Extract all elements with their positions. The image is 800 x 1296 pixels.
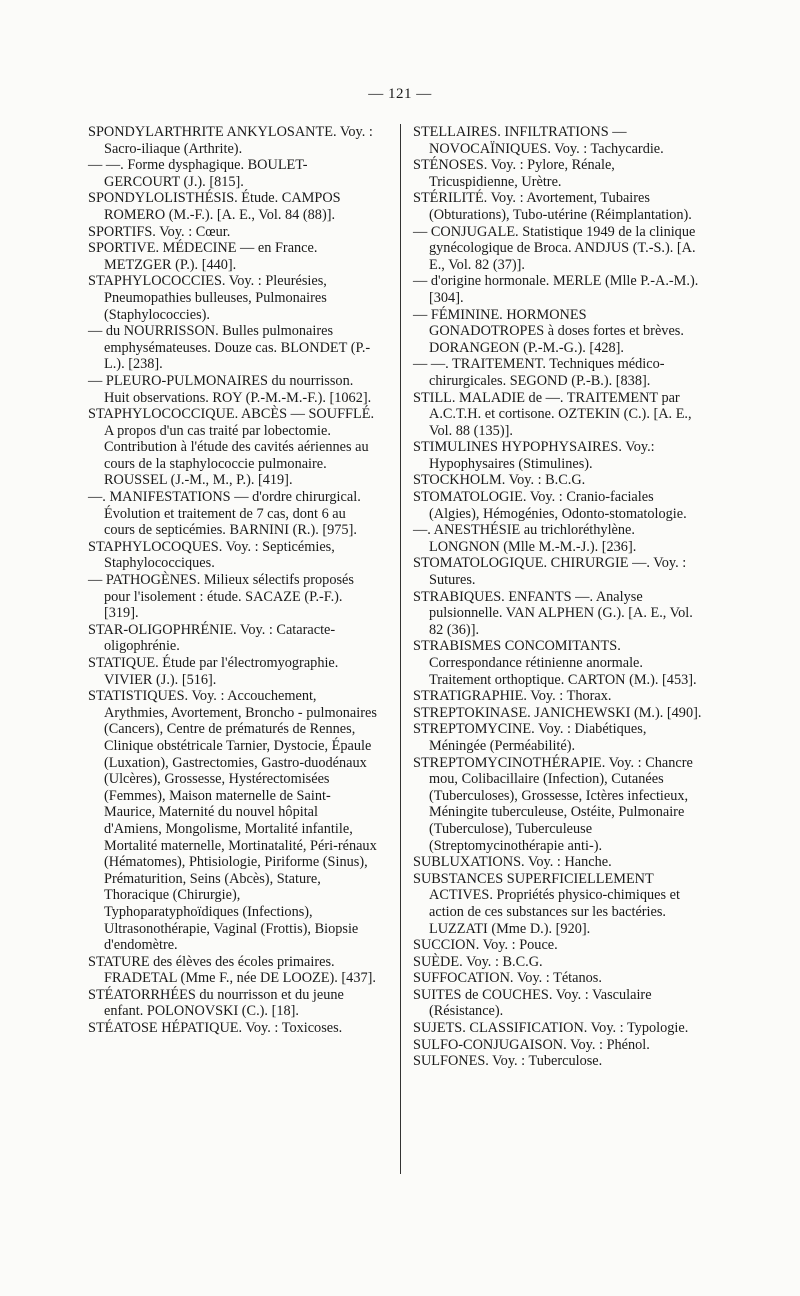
index-entry: STOMATOLOGIQUE. CHIRURGIE —. Voy. : Sutures. — [413, 555, 687, 589]
index-entry: STIMULINES HYPOPHYSAIRES. Voy.: Hypophysaires (Stimulines). — [413, 439, 655, 472]
index-entry: STAPHYLOCOCCIES. Voy. : Pleurésies, Pneumopathies bulleuses, Pulmonaires (Staphylococcies). — [88, 273, 327, 323]
index-entry: SULFO-CONJUGAISON. Voy. : Phénol. — [413, 1036, 650, 1053]
index-entry: —. MANIFESTATIONS — d'ordre chirurgical. Évolution et traitement de 7 cas, dont 6 au cours de septicémies. BARNINI (R.). [975]. — [88, 489, 361, 539]
index-entry: SULFONES. Voy. : Tuberculose. — [413, 1053, 603, 1070]
index-entry: STOCKHOLM. Voy. : B.C.G. — [413, 472, 586, 489]
index-entry: STÉRILITÉ. Voy. : Avortement, Tubaires (Obturations), Tubo-utérine (Réimplantation). — [413, 190, 692, 223]
column-divider — [400, 124, 401, 1174]
index-entry: SUBSTANCES SUPERFICIELLEMENT ACTIVES. Propriétés physico-chimiques et action de ces substances sur les bactéries. LUZZATI (Mme D.). [920]. — [413, 870, 680, 937]
index-entry: STOMATOLOGIE. Voy. : Cranio-faciales (Algies), Hémogénies, Odonto-stomatologie. — [413, 489, 687, 522]
index-entry: SUCCION. Voy. : Pouce. — [413, 937, 558, 954]
index-entry: — —. TRAITEMENT. Techniques médico-chirurgicales. SEGOND (P.-B.). [838]. — [413, 356, 665, 389]
index-entry: STREPTOMYCINOTHÉRAPIE. Voy. : Chancre mou, Colibacillaire (Infection), Cutanées (Tuberculoses), Grossesse, Ictères infectieux, Méningite tuberculeuse, Ostéite, Pulmonaire (Tuberculose), Tuberculeuse (Streptomycinothérapie anti-). — [413, 754, 693, 854]
index-entry: — du NOURRISSON. Bulles pulmonaires emphysémateuses. Douze cas. BLONDET (P.-L.). [238]. — [88, 323, 371, 373]
index-entry: STAPHYLOCOCCIQUE. ABCÈS — SOUFFLÉ. A propos d'un cas traité par lobectomie. Contribution à l'étude des cavités aériennes au cours de la staphylococcie pulmonaire. ROUSSEL (J.-M., M., P.). [419]. — [88, 406, 375, 489]
index-entry: STREPTOMYCINE. Voy. : Diabétiques, Méningée (Perméabilité). — [413, 721, 647, 754]
index-entry: —. ANESTHÉSIE au trichloréthylène. LONGNON (Mlle M.-M.-J.). [236]. — [413, 522, 637, 555]
index-entry: STÉNOSES. Voy. : Pylore, Rénale, Tricuspidienne, Urètre. — [413, 157, 615, 190]
index-entry: SUFFOCATION. Voy. : Tétanos. — [413, 970, 602, 987]
index-column-right — [413, 124, 703, 1070]
index-entry: — CONJUGALE. Statistique 1949 de la clinique gynécologique de Broca. ANDJUS (T.-S.). [A. E., Vol. 82 (37)]. — [413, 223, 696, 273]
index-entry: SUÈDE. Voy. : B.C.G. — [413, 953, 543, 970]
index-entry: SUBLUXATIONS. Voy. : Hanche. — [413, 854, 612, 871]
index-entry: STATISTIQUES. Voy. : Accouchement, Arythmies, Avortement, Broncho - pulmonaires (Cancers), Centre de prématurés de Rennes, Clinique obstétricale Tarnier, Dystocie, Épaule (Luxation), Gastrectomies, Gastro-duodénaux (Ulcères), Grossesse, Hystérectomisées (Femmes), Maison maternelle de Saint-Maurice, Maternité du nouvel hôpital d'Amiens, Mongolisme, Mortalité infantile, Mortalité maternelle, Mortinatalité, Péri-rénaux (Hématomes), Phtisiologie, Piriforme (Sinus), Prématurition, Seins (Abcès), Stature, Thoracique (Chirurgie), Typhoparatyphoïdiques (Infections), Ultrasonothérapie, Vaginal (Frottis), Biopsie d'endomètre. — [88, 688, 377, 954]
index-entry: SPONDYLARTHRITE ANKYLOSANTE. Voy. : Sacro-iliaque (Arthrite). — [88, 124, 373, 157]
index-entry: — d'origine hormonale. MERLE (Mlle P.-A.-M.). [304]. — [413, 273, 699, 306]
index-entry: — —. Forme dysphagique. BOULET-GERCOURT (J.). [815]. — [88, 157, 308, 190]
index-entry: SPORTIVE. MÉDECINE — en France. METZGER (P.). [440]. — [88, 240, 318, 273]
index-entry: — PATHOGÈNES. Milieux sélectifs proposés pour l'isolement : étude. SACAZE (P.-F.). [319]. — [88, 572, 354, 622]
index-entry: SUJETS. CLASSIFICATION. Voy. : Typologie. — [413, 1020, 689, 1037]
index-entry: STRABISMES CONCOMITANTS. Correspondance rétinienne anormale. Traitement orthoptique. CARTON (M.). [453]. — [413, 638, 697, 688]
index-entry: SUITES de COUCHES. Voy. : Vasculaire (Résistance). — [413, 986, 652, 1020]
index-entry: STAPHYLOCOQUES. Voy. : Septicémies, Staphylococciques. — [88, 538, 335, 572]
index-entry: STATURE des élèves des écoles primaires. FRADETAL (Mme F., née DE LOOZE). [437]. — [88, 953, 376, 987]
index-entry: STRATIGRAPHIE. Voy. : Thorax. — [413, 688, 612, 705]
index-entry: STELLAIRES. INFILTRATIONS — NOVOCAÏNIQUES. Voy. : Tachycardie. — [413, 124, 664, 157]
index-entry: STATIQUE. Étude par l'électromyographie. VIVIER (J.). [516]. — [88, 655, 339, 688]
index-entry: STÉATOSE HÉPATIQUE. Voy. : Toxicoses. — [88, 1020, 343, 1037]
index-entry: SPORTIFS. Voy. : Cœur. — [88, 223, 231, 240]
index-entry: STILL. MALADIE de —. TRAITEMENT par A.C.T.H. et cortisone. OZTEKIN (C.). [A. E., Vol. 88 (135)]. — [413, 389, 692, 439]
index-entry: STAR-OLIGOPHRÉNIE. Voy. : Cataracte-oligophrénie. — [88, 621, 336, 655]
page-number: — 121 — — [368, 86, 432, 102]
index-column-left — [88, 124, 378, 1037]
index-entry: — PLEURO-PULMONAIRES du nourrisson. Huit observations. ROY (P.-M.-M.-F.). [1062]. — [88, 372, 372, 406]
index-entry: STRABIQUES. ENFANTS —. Analyse pulsionnelle. VAN ALPHEN (G.). [A. E., Vol. 82 (36)]. — [413, 588, 693, 638]
index-entry: SPONDYLOLISTHÉSIS. Étude. CAMPOS ROMERO (M.-F.). [A. E., Vol. 84 (88)]. — [88, 190, 341, 223]
index-entry: — FÉMININE. HORMONES GONADOTROPES à doses fortes et brèves. DORANGEON (P.-M.-G.). [428]. — [413, 306, 684, 356]
index-entry: STÉATORRHÉES du nourrisson et du jeune enfant. POLONOVSKI (C.). [18]. — [88, 986, 344, 1020]
index-entry: STREPTOKINASE. JANICHEWSKI (M.). [490]. — [413, 704, 702, 721]
